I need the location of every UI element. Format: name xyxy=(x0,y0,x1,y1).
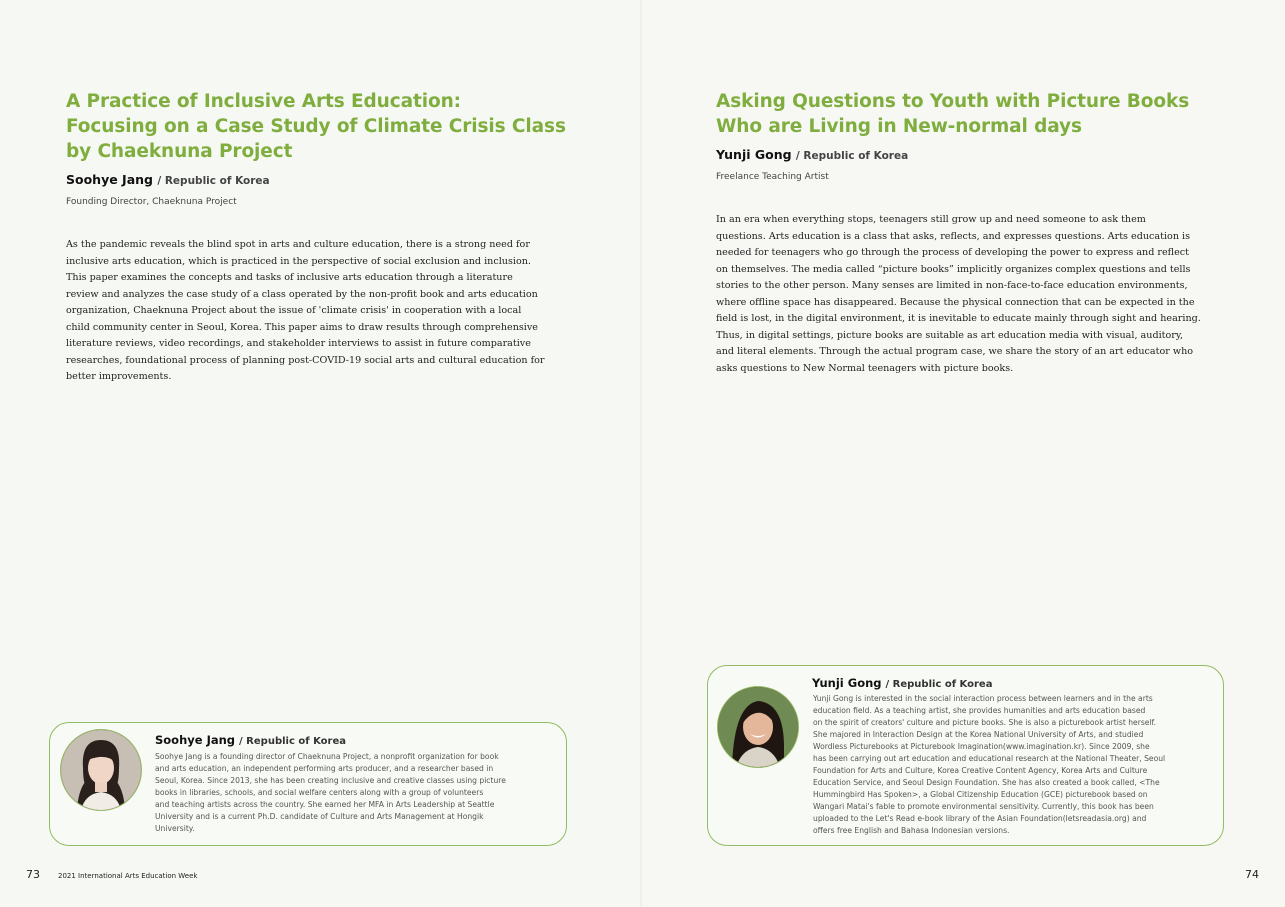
author-name: Yunji Gong xyxy=(716,147,792,162)
bio-line: Foundation for Arts and Culture, Korea Creative Content Agency, Korea Arts and Culture xyxy=(813,766,1148,775)
left-author-role: Founding Director, Chaeknuna Project xyxy=(66,197,237,207)
left-abstract xyxy=(66,237,545,386)
bio-line: Education Service, and Seoul Design Foundation. She has also created a book called, <The xyxy=(813,778,1160,787)
author-country: / Republic of Korea xyxy=(157,175,270,187)
portrait-photo xyxy=(61,730,141,810)
bio-line: Wordless Picturebooks at Picturebook Imagination(www.imagination.kr). Since 2009, she xyxy=(813,742,1150,751)
bio-name-text: Soohye Jang xyxy=(155,733,236,747)
left-author xyxy=(66,172,270,187)
abstract-line: child community center in Seoul, Korea. This paper aims to draw results through comprehensive xyxy=(66,321,538,333)
abstract-line: organization, Chaeknuna Project about the issue of 'climate crisis' in cooperation with a local xyxy=(66,305,522,316)
abstract-line: inclusive arts education, which is practiced in the perspective of social exclusion and inclusion. xyxy=(66,255,531,267)
title-line: Focusing on a Case Study of Climate Crisis Class xyxy=(66,116,566,137)
book-gutter xyxy=(640,0,644,907)
yunji-gong-avatar xyxy=(717,686,799,768)
right-article-title xyxy=(716,89,1189,139)
bio-line: has been carrying out art education and educational research at the National Theater, Seoul xyxy=(813,754,1166,763)
bio-line: Soohye Jang is a founding director of Chaeknuna Project, a nonprofit organization for book xyxy=(155,752,499,761)
bio-line: Wangari Matai's fable to promote environmental sensitivity. Currently, this book has been xyxy=(813,802,1154,811)
abstract-line: literature reviews, video recordings, and stakeholder interviews to assist in future comparative xyxy=(66,338,531,349)
right-author xyxy=(716,147,908,162)
abstract-line: on themselves. The media called “picture books” implicitly organizes complex questions and tells xyxy=(716,263,1191,275)
bio-line: offers free English and Bahasa Indonesian versions. xyxy=(813,826,1010,835)
bio-line: She majored in Interaction Design at the Korea National University of Arts, and studied xyxy=(813,730,1144,739)
abstract-line: review and analyzes the case study of a class operated by the non-profit book and arts education xyxy=(66,288,538,300)
title-line: by Chaeknuna Project xyxy=(66,141,293,162)
author-name: Soohye Jang xyxy=(66,172,153,187)
bio-line: on the spirit of creators' culture and picture books. She is also a picturebook artist herself. xyxy=(813,718,1157,727)
bio-line: and arts education, an independent performing arts producer, and a researcher based in xyxy=(155,764,494,773)
bio-line: and teaching artists across the country. She earned her MFA in Arts Leadership at Seattle xyxy=(155,800,495,809)
abstract-line: and literal elements. Through the actual program case, we share the story of an art educator who xyxy=(716,346,1194,357)
right-page-number: 74 xyxy=(1245,868,1259,881)
abstract-line: needed for teenagers who go through the process of developing the power to express and reflect xyxy=(716,247,1189,258)
bio-line: books in libraries, schools, and social welfare centers along with a group of volunteers xyxy=(155,788,484,797)
bio-line: Hummingbird Has Spoken>, a Global Citizenship Education (GCE) picturebook based on xyxy=(813,790,1148,799)
footer-event-name: 2021 International Arts Education Week xyxy=(58,872,198,880)
abstract-line: stories to the other person. Many senses are limited in non-face-to-face education environments, xyxy=(716,280,1188,291)
bio-line: uploaded to the Let's Read e-book library of the Asian Foundation(letsreadasia.org) and xyxy=(813,814,1147,823)
right-bio-name xyxy=(812,676,992,690)
bio-line: Seoul, Korea. Since 2013, she has been creating inclusive and creative classes using picture xyxy=(155,776,506,785)
abstract-line: asks questions to New Normal teenagers with picture books. xyxy=(716,362,1014,374)
left-bio-name xyxy=(155,733,346,747)
bio-country: / Republic of Korea xyxy=(239,736,346,747)
abstract-line: better improvements. xyxy=(66,371,172,382)
right-author-role: Freelance Teaching Artist xyxy=(716,172,829,182)
abstract-line: Thus, in digital settings, picture books are suitable as art education media with visual, auditory, xyxy=(716,329,1184,341)
soohye-jang-avatar xyxy=(60,729,142,811)
abstract-line: where offline space has disappeared. Because the physical connection that can be expected in the xyxy=(716,296,1195,308)
abstract-line: This paper examines the concepts and tasks of inclusive arts education through a literature xyxy=(66,272,513,283)
left-article-title xyxy=(66,89,566,164)
abstract-line: researches, foundational process of planning post-COVID-19 social arts and cultural education for xyxy=(66,354,545,366)
right-abstract xyxy=(716,212,1201,377)
abstract-line: As the pandemic reveals the blind spot in arts and culture education, there is a strong need for xyxy=(66,239,530,250)
portrait-photo xyxy=(718,687,798,767)
bio-country: / Republic of Korea xyxy=(885,679,993,690)
abstract-line: In an era when everything stops, teenagers still grow up and need someone to ask them xyxy=(716,214,1146,225)
bio-line: Yunji Gong is interested in the social interaction process between learners and in the arts xyxy=(813,694,1153,703)
abstract-line: questions. Arts education is a class that asks, reflects, and expresses questions. Arts education is xyxy=(716,230,1191,242)
author-country: / Republic of Korea xyxy=(795,150,909,162)
bio-line: University and is a current Ph.D. candidate of Culture and Arts Management at Hongik xyxy=(155,812,484,821)
title-line: Who are Living in New-normal days xyxy=(716,116,1082,137)
left-bio-text xyxy=(155,751,550,835)
abstract-line: field is lost, in the digital environment, it is inevitable to educate mainly through sight and hearing. xyxy=(716,313,1201,324)
left-page-number: 73 xyxy=(26,868,40,881)
title-line: Asking Questions to Youth with Picture Books xyxy=(716,91,1190,112)
bio-line: University. xyxy=(155,824,195,833)
title-line: A Practice of Inclusive Arts Education: xyxy=(66,91,461,112)
bio-name-text: Yunji Gong xyxy=(812,676,882,690)
right-bio-text xyxy=(813,693,1208,837)
bio-line: education field. As a teaching artist, she provides humanities and arts education based xyxy=(813,706,1146,715)
